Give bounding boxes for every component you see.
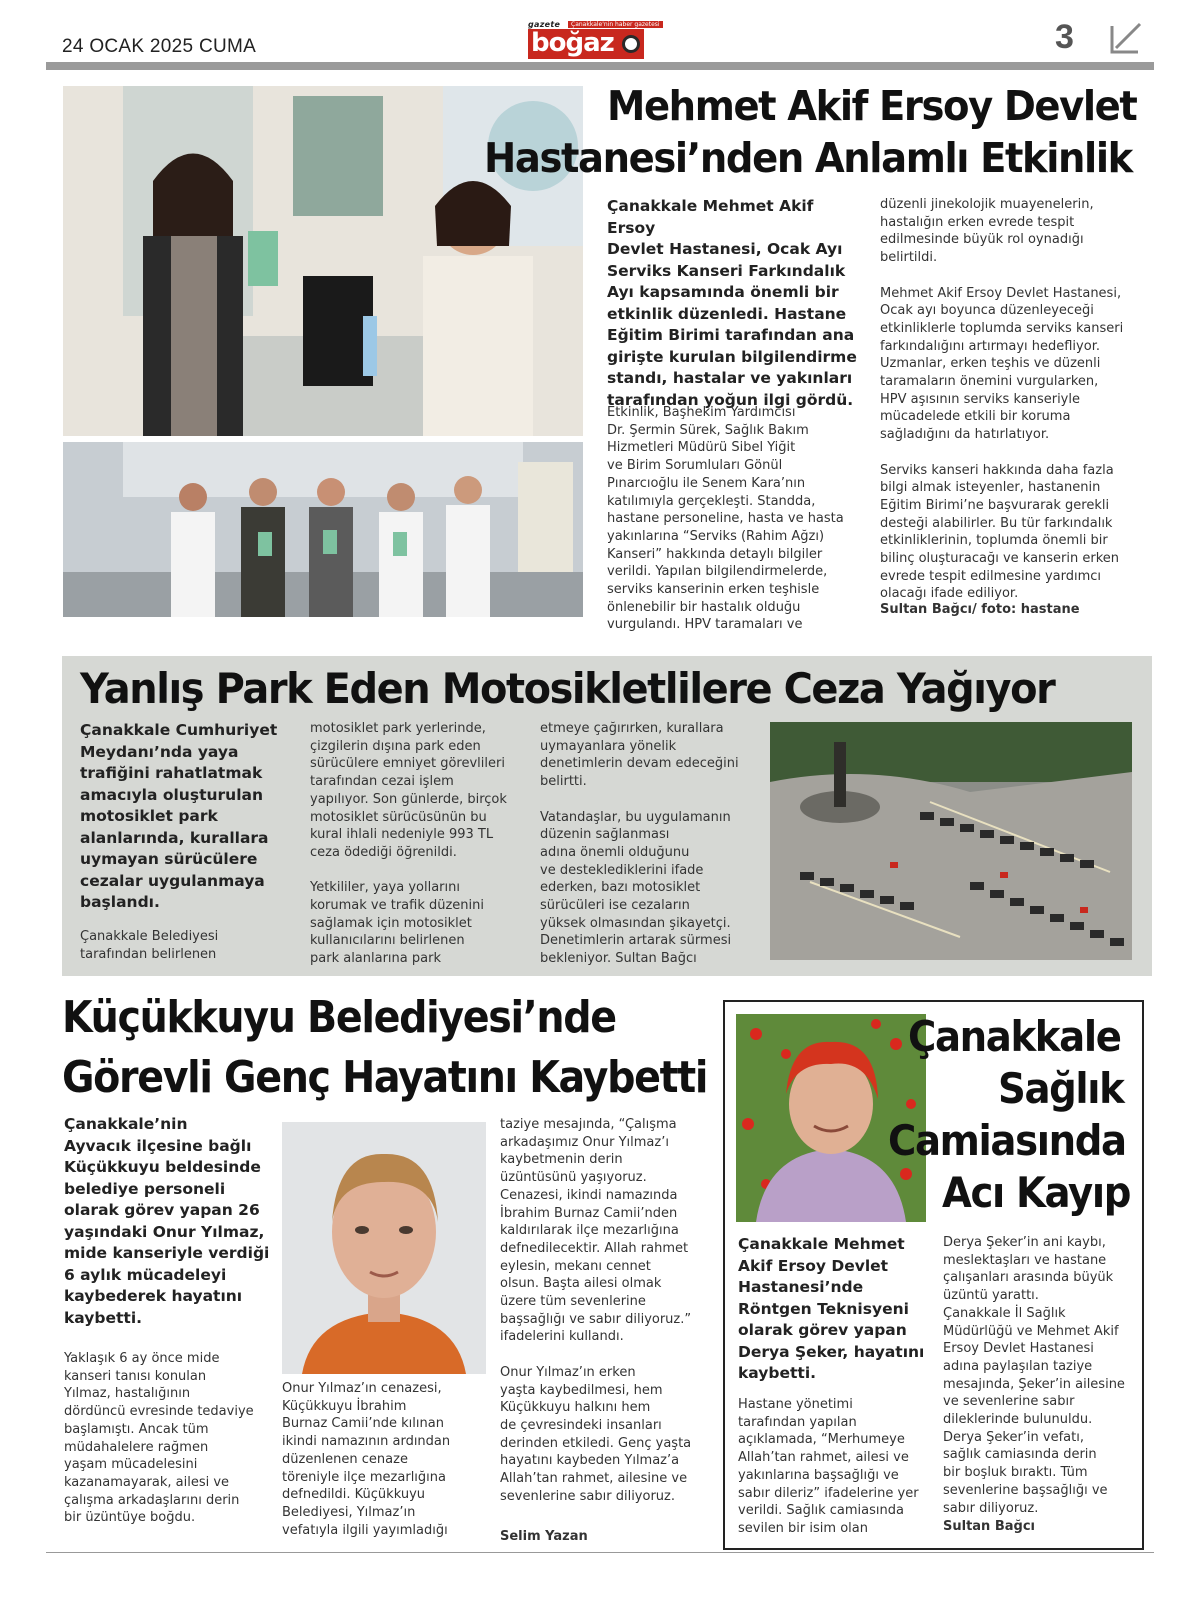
article1-col2: düzenli jinekolojik muayenelerin, hastalığın erken evrede tespit edilmesinde büyük rol oynadığı belirtildi. Mehmet Akif Ersoy Devlet Hastanesi, Ocak ayı boyunca düzenleyeceği etkinliklerle toplumda serviks kanseri farkındalığını artırmayı hedefliyor. Uzmanlar, erken teşhis ve düzenli taramaların önemini vurgularken, HPV aşısının serviks kanseriyle mücadelede etkili bir koruma sağladığını da hatırlatıyor. Serviks kanseri hakkında daha fazla bilgi almak isteyenler, hastanenin Eğitim Birimi’ne başvurarak gerekli desteği alabilirler. Bu tür farkındalık etkinliklerinin, toplumda önemli bir bilinç oluşturacağı ve kanserin erken evrede tespit edilmesine yardımcı olacağı ifade ediliyor. (880, 197, 1124, 602)
article4-signature: Sultan Bağcı (943, 1519, 1035, 1534)
motorcycle-parking-photo (770, 722, 1132, 960)
article1-headline-line2: Hastanesi’nden Anlamlı Etkinlik (484, 134, 1132, 182)
article2-lead: Çanakkale Cumhuriyet Meydanı’nda yaya trafiğini rahatlatmak amacıyla oluşturulan motosiklet park alanlarında, kurallara uymayan sürücülere cezalar uygulanmaya başlandı. (80, 721, 278, 911)
header-rule (46, 62, 1154, 70)
article4-lead: Çanakkale Mehmet Akif Ersoy Devlet Hastanesi’nde Röntgen Teknisyeni olarak görev yapan Derya Şeker, hayatını kaybetti. (738, 1235, 925, 1382)
footer-rule (46, 1552, 1154, 1553)
article3-col2: taziye mesajında, “Çalışma arkadaşımız Onur Yılmaz’ı kaybetmenin derin üzüntüsünü yaşıyoruz. Cenazesi, ikindi namazında İbrahim Burnaz Camii’nden kaldırılarak ilçe mezarlığına defnedilecektir. Allah rahmet eylesin, mekanı cennet olsun. Başta ailesi olmak üzere tüm sevenlerine başsağlığı ve sabır diliyoruz.” ifadelerini kullandı. Onur Yılmaz’ın erken yaşta kaybedilmesi, hem Küçükkuyu halkını hem de çevresindeki insanları derinden etkiledi. Genç yaşta hayatını kaybeden Yılmaz’a Allah’tan rahmet, ailesine ve sevenlerine sabır diliyoruz. (500, 1117, 692, 1504)
article2-col2: etmeye çağırırken, kurallara uymayanlara yönelik denetimlerin devam edeceğini belirtti. Vatandaşlar, bu uygulamanın düzenin sağlanması adına önemli olduğunu ve desteklediklerini ifade ederken, bazı motosiklet sürücüleri ise cezaların yüksek olmasından şikayetçi. Denetimlerin artarak sürmesi bekleniyor. Sultan Bağcı (540, 721, 739, 967)
article3-signature: Selim Yazan (500, 1529, 588, 1544)
article3-col1: Onur Yılmaz’ın cenazesi, Küçükkuyu İbrahim Burnaz Camii’nde kılınan ikindi namazının ardından düzenlenen cenaze töreniyle ilçe mezarlığına defnedildi. Küçükkuyu Belediyesi, Yılmaz’ın vefatıyla ilgili yayımladığı (282, 1381, 451, 1538)
article2-headline: Yanlış Park Eden Motosikletlilere Ceza Yağıyor (80, 664, 1055, 713)
hospital-staff-group-photo (63, 442, 583, 617)
logo-main-text: boğaz (528, 29, 644, 59)
issue-date: 24 OCAK 2025 CUMA (62, 36, 257, 57)
arrow-down-left-icon (1108, 20, 1144, 56)
article4-headline-line3: Camiasında (888, 1116, 1126, 1165)
article2-col1: motosiklet park yerlerinde, çizgilerin dışına park eden sürücülere emniyet görevlileri tarafından cezai işlem yapılıyor. Son günlerde, birçok motosiklet sürücüsünün bu kural ihlali nedeniyle 993 TL ceza ödediği öğrenildi. Yetkililer, yaya yollarını korumak ve trafik düzenini sağlamak için motosiklet kullanıcılarını belirlenen park alanlarına park (310, 721, 507, 967)
article2-col0: Çanakkale Belediyesi tarafından belirlenen (80, 929, 219, 962)
article3-lead: Çanakkale’nin Ayvacık ilçesine bağlı Küçükkuyu beldesinde belediye personeli olarak görev yapan 26 yaşındaki Onur Yılmaz, mide kanseriyle verdiği 6 aylık mücadeleyi kaybederek hayatını kaybetti. (64, 1115, 270, 1327)
article4-headline-line4: Acı Kayıp (942, 1168, 1131, 1217)
article1-headline-line1: Mehmet Akif Ersoy Devlet (607, 82, 1137, 130)
newspaper-logo[interactable] (528, 20, 660, 60)
article1-signature: Sultan Bağcı/ foto: hastane (880, 602, 1080, 617)
article1-lead: Çanakkale Mehmet Akif Ersoy Devlet Hastanesi, Ocak Ayı Serviks Kanseri Farkındalık Ayı kapsamında önemli bir etkinlik düzenledi. Hastane Eğitim Birimi tarafından ana girişte kurulan bilgilendirme standı, hastalar ve yakınları tarafından yoğun ilgi gördü. (607, 197, 857, 409)
article4-col2: Derya Şeker’in ani kaybı, meslektaşları ve hastane çalışanları arasında büyük üzüntü yarattı. Çanakkale İl Sağlık Müdürlüğü ve Mehmet Akif Ersoy Devlet Hastanesi adına paylaşılan taziye mesajında, Şeker’in ailesine ve sevenlerine sabır dileklerinde bulunuldu. Derya Şeker’in vefatı, sağlık camiasında derin bir boşluk bıraktı. Tüm sevenlerine başsağlığı ve sabır diliyoruz. (943, 1235, 1125, 1516)
onur-yilmaz-portrait (282, 1122, 486, 1374)
logo-small-text: gazete (528, 20, 561, 29)
article4-col1: Hastane yönetimi tarafından yapılan açıklamada, “Merhumeye Allah’tan rahmet, ailesi ve yakınlarına başsağlığı ve sabır dileriz” ifadelerine yer verildi. Sağlık camiasında sevilen bir isim olan (738, 1397, 919, 1536)
logo-seal-icon (622, 35, 640, 53)
article3-headline-line1: Küçükkuyu Belediyesi’nde (62, 992, 616, 1043)
article3-headline-line2: Görevli Genç Hayatını Kaybetti (62, 1052, 708, 1103)
article1-col1: Etkinlik, Başhekim Yardımcısı Dr. Şermin Sürek, Sağlık Bakım Hizmetleri Müdürü Sibel Yiğit ve Birim Sorumluları Gönül Pınarcıoğlu ile Senem Kara’nın katılımıyla gerçekleşti. Standda, hastane personeline, hasta ve hasta yakınlarına “Serviks (Rahim Ağzı) Kanseri” hakkında detaylı bilgiler verildi. Yapılan bilgilendirmelerde, serviks kanserinin erken teşhisle önlenebilir bir hastalık olduğu vurgulandı. HPV taramaları ve (607, 405, 844, 633)
article4-headline-line1: Çanakkale (908, 1012, 1121, 1061)
logo-slogan: Çanakkale'nin haber gazetesi (568, 21, 663, 28)
article3-col0: Yaklaşık 6 ay önce mide kanseri tanısı konulan Yılmaz, hastalığının dördüncü evresinde tedaviye başlamıştı. Ancak tüm müdahalelere rağmen yaşam mücadelesini kazanamayarak, ailesi ve çalışma arkadaşlarını derin bir üzüntüye boğdu. (64, 1351, 254, 1526)
article4-headline-line2: Sağlık (998, 1064, 1124, 1113)
page-number: 3 (1055, 18, 1074, 56)
